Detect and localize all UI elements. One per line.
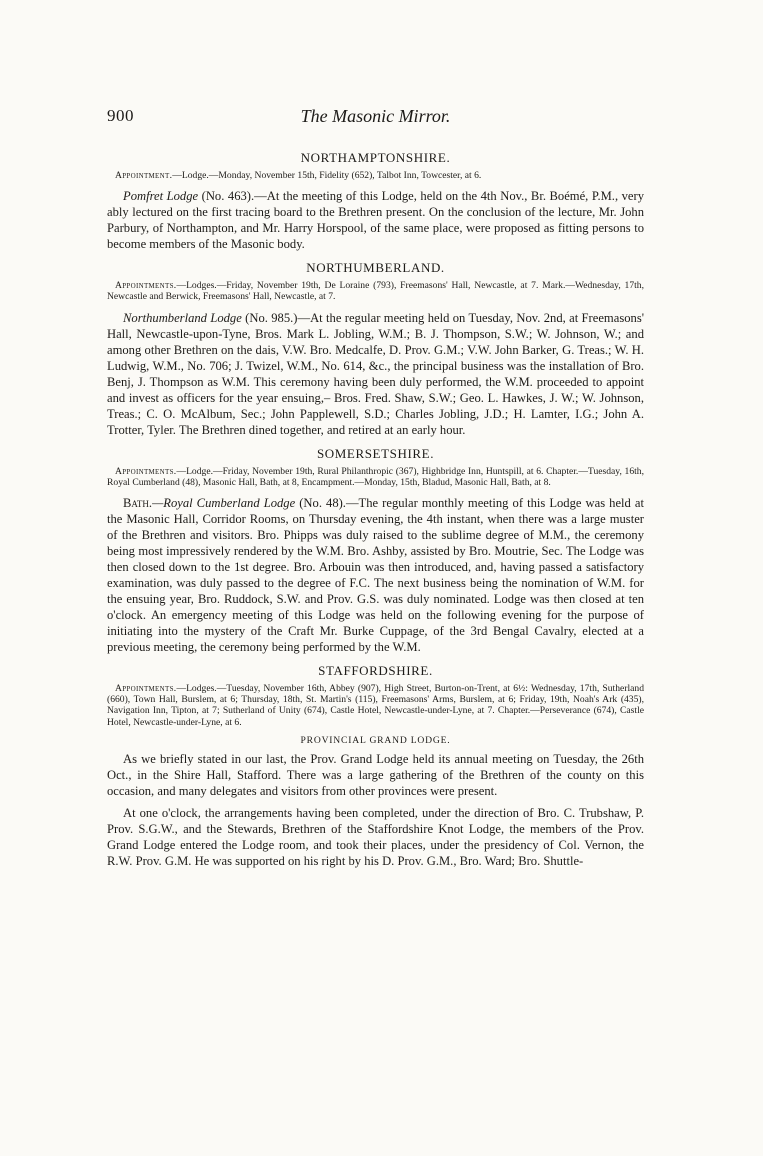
report-paragraph: At one o'clock, the arrangements having been completed, under the direction of Bro. C. Trubshaw, P. Prov. S.G.W., and the Stewards, Brethren of the Staffordshire Knot Lodge, the members of the Prov. Grand Lodge entered the Lodge room, and took their places, under the presidency of Col. Vernon, the R.W. Prov. G.M. He was supported on his right by his D. Prov. G.M., Bro. Ward; Bro. Shuttle- [107,805,644,868]
article-column [107,150,644,875]
appointment-notice [107,280,644,302]
running-title: The Masonic Mirror. [300,106,451,126]
appointment-notice [107,170,644,181]
lodge-name: Pomfret Lodge [123,189,199,204]
lodge-report [107,495,644,655]
page-number: 900 [107,106,134,125]
lodge-name: —Royal Cumberland Lodge [152,496,296,511]
section-somersetshire [107,446,644,655]
section-staffordshire [107,663,644,869]
report-text: (No. 463).—At the meeting of this Lodge, held on the 4th Nov., Br. Boémé, P.M., very ably lectured on the first tracing board to the Brethren present. On the conclusion of the lecture, Mr. John Parbury, of Northampton, and Mr. Harry Horspool, of the same place, were proposed as fitting persons to become members of the Masonic body. [107,189,644,252]
lodge-report [107,310,644,438]
appointment-text: —Lodge.—Monday, November 15th, Fidelity (652), Talbot Inn, Towcester, at 6. [172,170,482,181]
section-heading: STAFFORDSHIRE. [318,663,433,679]
section-northamptonshire [107,150,644,252]
page-header [107,106,644,130]
report-text: (No. 48).—The regular monthly meeting of this Lodge was held at the Masonic Hall, Corridor Rooms, on Thursday evening, the 4th instant, when there was a large muster of the Brethren and visitors. Bro. Phipps was duly raised to the sublime degree of M.M., the ceremony being most impressively rendered by the W.M. Bro. Ashby, assisted by Bro. Moutrie, Sec. The Lodge was then closed down to the 1st degree. Bro. Arbouin was then introduced, and, having passed a satisfactory examination, was duly passed to the degree of F.C. The next business being the nomination of W.M. for the ensuing year, Bro. Ruddock, S.W. and Prov. G.S. was duly nominated. Lodge was then closed at ten o'clock. An emergency meeting of this Lodge was held on the following evening for the purpose of initiating into the mystery of the Craft Mr. Burke Cuppage, of the 3rd Bengal Cavalry, elected at a previous meeting, the ceremony being performed by the W.M. [107,496,644,655]
report-text: (No. 985.)—At the regular meeting held on Tuesday, Nov. 2nd, at Freemasons' Hall, Newcastle-upon-Tyne, Bros. Mark L. Jobling, W.M.; B. J. Thompson, S.W.; W. Johnson, W.; and among other Brethren on the dais, V.W. Bro. Medcalfe, D. Prov. G.M.; V.W. John Barker, G. Treas.; W. H. Ludwig, W.M., No. 706; J. Twizel, W.M., No. 614, &c., the principal business was the installation of Bro. Benj, J. Thompson as W.M. This ceremony having been duly performed, the W.M. proceeded to appoint and invest as officers for the year ensuing,– Bros. Fred. Shaw, S.W.; Geo. L. Hawkes, J. W.; W. Johnson, Treas.; C. O. McAlbum, Sec.; John Papplewell, S.D.; Charles Jobling, J.D.; H. Lamter, I.G.; John A. Trotter, Tyler. The Brethren dined together, and retired at an early hour. [107,310,644,437]
appointment-notice [107,466,644,488]
appointment-label: Appointments. [115,280,177,292]
section-heading: NORTHAMPTONSHIRE. [300,150,451,165]
section-heading: SOMERSETSHIRE. [316,445,435,461]
appointment-text: —Lodge.—Friday, November 19th, Rural Philanthropic (367), Highbridge Inn, Huntspill, at 6. Chapter.—Tuesday, 16th, Royal Cumberland (48), Masonic Hall, Bath, at 8, Encampment.—Monday, 15th, Bladud, Masonic Hall, Bath, at 8. [107,465,644,488]
appointment-notice [107,683,644,728]
appointment-label: Appointments. [115,683,177,695]
section-northumberland [107,260,644,437]
report-paragraph: As we briefly stated in our last, the Prov. Grand Lodge held its annual meeting on Tuesday, the 26th Oct., in the Shire Hall, Stafford. There was a large gathering of the Brethren of the county on this occasion, and many delegates and visitors from other provinces were present. [107,751,644,798]
appointment-label: Appointments. [115,465,177,477]
lodge-report [107,188,644,252]
sub-heading: PROVINCIAL GRAND LODGE. [300,734,451,746]
place-name: Bath. [123,496,153,511]
lodge-name: Northumberland Lodge [123,310,242,325]
appointment-label: Appointment. [115,170,173,181]
section-heading: NORTHUMBERLAND. [306,260,445,276]
appointment-text: —Lodges.—Tuesday, November 16th, Abbey (907), High Street, Burton-on-Trent, at 6½: Wednesday, 17th, Sutherland (660), Town Hall, Burslem, at 6; Thursday, 18th, St. Martin's (115), Freemasons' Arms, Burslem, at 6; Friday, 19th, Noah's Ark (435), Navigation Inn, Tipton, at 7; Sutherland of Unity (674), Castle Hotel, Newcastle-under-Lyne, at 7. Chapter.—Perseverance (674), Castle Hotel, Newcastle-under-Lyne, at 6. [107,683,644,728]
appointment-text: —Lodges.—Friday, November 19th, De Loraine (793), Freemasons' Hall, Newcastle, at 7. Mark.—Wednesday, 17th, Newcastle and Berwick, Freemasons' Hall, Newcastle, at 7. [107,280,644,303]
